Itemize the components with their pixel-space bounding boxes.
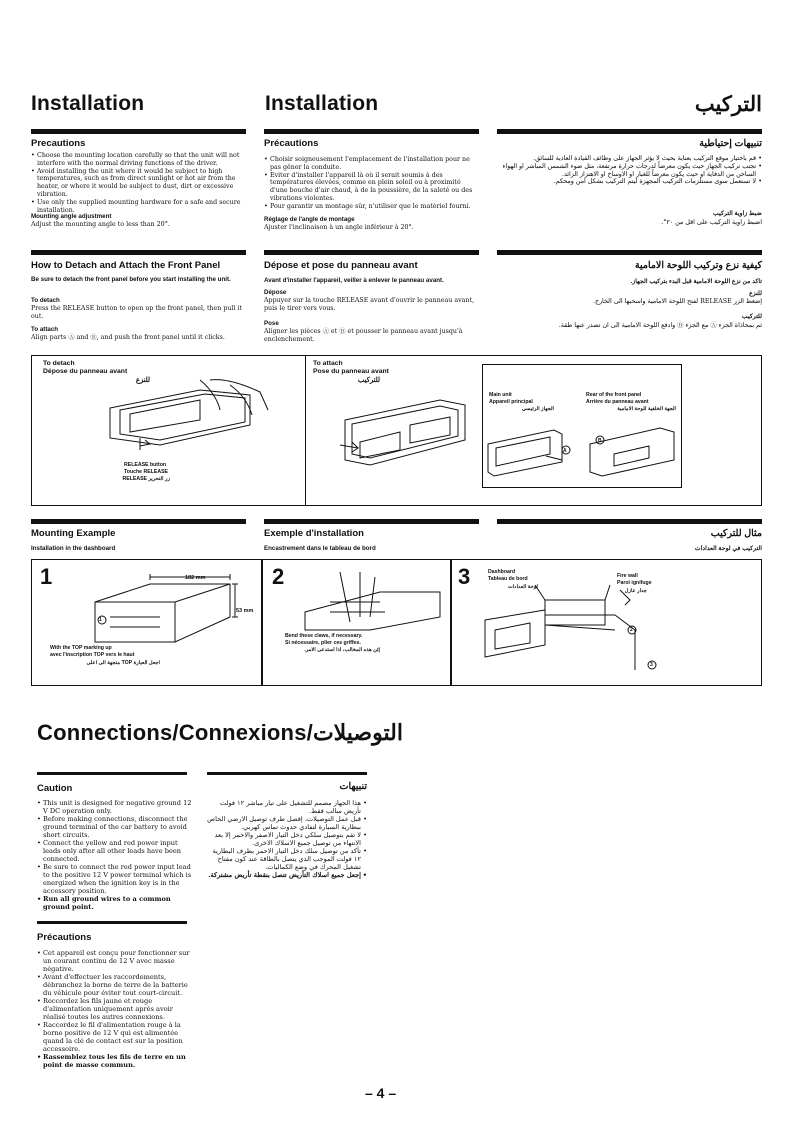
mounting-sub-en: Installation in the dashboard <box>31 545 116 552</box>
part-a-label: A <box>563 448 567 454</box>
main-unit-illustration <box>484 414 680 484</box>
step-3-number: 3 <box>458 564 471 589</box>
list-item: • لا تقم بتوصيل سلكي دخل التيار الاصفر والاحمر إلا بعد الانتهاء من توصيل جميع الاسلاك الاخرى. <box>207 831 367 847</box>
fig-to-detach-en: To detach <box>43 360 75 367</box>
release-button-fr: Touche RELEASE <box>124 469 169 475</box>
list-item: • Avant d'effectuer les raccordements, débranchez la borne de terre de la batterie du véhicule pour éviter tout court-circuit. <box>37 973 197 997</box>
list-item: • Be sure to connect the red power input lead to the positive 12 V power terminal which is energized when the ignition key is in the accessory position. <box>37 863 195 895</box>
detach-heading-ar: كيفية نزع وتركيب اللوحة الامامية <box>634 260 762 271</box>
list-item: • Cet appareil est conçu pour fonctionner sur un courant continu de 12 V avec masse négative. <box>37 949 197 973</box>
dashboard-illustration <box>475 585 675 680</box>
ar-caution-list <box>207 799 367 879</box>
section-bar <box>31 519 246 524</box>
list-item: • Before making connections, disconnect the ground terminal of the car battery to avoid short circuits. <box>37 815 195 839</box>
fr-precautions-list <box>37 949 197 1069</box>
to-attach-text-en: Align parts Ⓐ and Ⓑ, and push the front panel until it clicks. <box>31 334 225 341</box>
angle-text-en: Adjust the mounting angle to less than 20°. <box>31 221 170 228</box>
part-b-label: B <box>598 438 602 444</box>
mounting-heading-fr: Exemple d'installation <box>264 528 364 539</box>
list-item: • Eviter d'installer l'appareil là où il serait soumis à des températures élevées, comme en plein soleil ou à proximité d'une bouche d'air chaud, à de la poussière, de la saleté ou des vibrations violentes. <box>264 172 479 203</box>
figure-divider <box>305 356 306 505</box>
fig-to-detach-ar: للنزع <box>135 377 150 384</box>
list-item: • هذا الجهاز مصمم للتشغيل على تيار مباشر ١٢ فولت تأريض سالب فقط. <box>207 799 367 815</box>
list-item: • إجعل جميع اسلاك التأريض تتصل بنقطة تأريض مشتركة. <box>207 871 367 879</box>
callout-1: 1 <box>99 617 102 623</box>
section-bar <box>31 129 246 134</box>
rear-panel-fr: Arrière du panneau avant <box>586 399 649 405</box>
angle-text-ar: اضبط زاوية التركيب على اقل من ٢٠°. <box>661 219 762 226</box>
list-item: • Rassemblez tous les fils de terre en un point de masse commun. <box>37 1053 197 1069</box>
list-item: • لا تستعمل سوى مستلزمات التركيب المجهزة ليتم التركيب بشكل امن ومحكم. <box>497 178 762 186</box>
callout-2: 2 <box>630 627 633 633</box>
to-detach-label-en: To detach <box>31 297 60 304</box>
list-item: • قبل عمل التوصيلات، إفصل طرف توصيل الارضي الخاص ببطارية السيارة لتفادي حدوث تماس كهربي. <box>207 815 367 831</box>
detach-illustration <box>100 380 270 460</box>
ar-caution-heading: تنبيهات <box>339 781 367 792</box>
to-attach-text-ar: ثم بمحاذاة الجزء Ⓐ مع الجزء Ⓑ وادفع اللوحة الامامية الى ان تصدر عنها طقة. <box>558 322 762 329</box>
top-note-en: With the TOP marking up <box>50 645 112 651</box>
list-item: • Reccordez les fils jaune et rouge d'alimentation uniquement après avoir réalisé toutes les autres connexions. <box>37 997 197 1021</box>
list-item: • Connect the yellow and red power input leads only after all other leads have been connected. <box>37 839 195 863</box>
fig-to-detach-fr: Dépose du panneau avant <box>43 368 128 375</box>
list-item: • تجنب تركيب الجهاز حيث يكون معرضاً لدرجات حرارة مرتفعة، مثل ضوء الشمس المباشر او الهواء الساخن من الدفاية او حيث يكون معرضاً للغبار او الاوساخ او الاهتزاز الزائد. <box>497 163 762 179</box>
fire-wall-ar: جدار عازل <box>624 588 647 594</box>
mounting-sub-fr: Encastrement dans le tableau de bord <box>264 545 376 552</box>
precautions-list-ar <box>497 155 762 186</box>
claws-note-ar: إثن هذه المخالب، اذا استدعى الامر. <box>304 647 380 653</box>
list-item: • Raccordez le fil d'alimentation rouge à la borne positive de 12 V qui est alimentée quand la clé de contact est sur la position accessoire. <box>37 1021 197 1053</box>
list-item: • Pour garantir un montage sûr, n'utiliser que le matériel fourni. <box>264 203 479 211</box>
section-bar <box>264 519 479 524</box>
list-item: • Run all ground wires to a common ground point. <box>37 895 195 911</box>
precautions-heading-fr: Précautions <box>264 138 319 149</box>
fig-to-attach-ar: للتركيب <box>357 377 380 384</box>
angle-heading-fr: Réglage de l'angle de montage <box>264 216 355 223</box>
release-button-en: RELEASE button <box>124 462 167 468</box>
detach-heading-fr: Dépose et pose du panneau avant <box>264 260 418 271</box>
claws-illustration <box>300 572 445 632</box>
step-2-number: 2 <box>272 564 285 589</box>
main-unit-ar: الجهاز الرئيسي <box>521 406 554 412</box>
list-item: • Choose the mounting location carefully so that the unit will not interfere with the normal driving functions of the driver. <box>31 152 246 168</box>
precautions-heading-en: Precautions <box>31 138 86 149</box>
main-unit-en: Main unit <box>489 392 512 398</box>
fire-wall-fr: Paroi ignifuge <box>617 580 652 586</box>
main-unit-fr: Appareil principal <box>489 399 533 405</box>
rear-panel-en: Rear of the front panel <box>586 392 642 398</box>
caution-list <box>37 799 195 911</box>
release-button-ar: زر التحرير RELEASE <box>122 476 170 482</box>
list-item: • Choisir soigneusement l'emplacement de l'installation pour ne pas gêner la conduite. <box>264 156 479 172</box>
section-bar <box>497 250 762 255</box>
section-bar <box>264 250 479 255</box>
fire-wall-en: Fire wall <box>617 573 638 579</box>
angle-heading-ar: ضبط زاوية التركيب <box>713 210 762 217</box>
detach-warning-fr: Avant d'installer l'appareil, veiller à enlever le panneau avant. <box>264 277 444 284</box>
pose-label-fr: Pose <box>264 320 279 327</box>
installation-title-en: Installation <box>31 92 145 115</box>
section-bar <box>497 519 762 524</box>
list-item: • قم باختيار موقع التركيب بعناية بحيث لا يؤثر الجهاز على وظائف القيادة العادية للسائق. <box>497 155 762 163</box>
detach-warning-en: Be sure to detach the front panel before you start installing the unit. <box>31 276 231 283</box>
list-item: • Use only the supplied mounting hardware for a safe and secure installation. <box>31 199 246 215</box>
mounting-heading-ar: مثال للتركيب <box>710 528 762 539</box>
depose-text-fr: Appuyer sur la touche RELEASE avant d'ouvrir le panneau avant, puis le tirer vers vous. <box>264 297 474 312</box>
angle-heading-en: Mounting angle adjustment <box>31 213 112 220</box>
installation-title-fr: Installation <box>265 92 379 115</box>
angle-text-fr: Ajuster l'inclinaison à un angle inférieur à 20°. <box>264 224 414 231</box>
installation-title-ar: التركيب <box>694 93 762 116</box>
rear-panel-ar: الجهة الخلفية للوحة الامامية <box>617 406 676 412</box>
dimension-width: 182 mm <box>185 575 206 581</box>
page-number: – 4 – <box>365 1085 397 1101</box>
callout-3: 3 <box>650 662 653 668</box>
section-bar <box>31 250 246 255</box>
to-detach-text-en: Press the RELEASE button to open up the front panel, then pull it out. <box>31 305 242 320</box>
fig-to-attach-fr: Pose du panneau avant <box>313 368 389 375</box>
section-bar <box>37 772 187 775</box>
claws-note-fr: Si nécessaire, plier ces griffes. <box>285 640 361 646</box>
precautions-list-fr <box>264 156 479 211</box>
detach-heading-en: How to Detach and Attach the Front Panel <box>31 260 221 271</box>
dashboard-en: Dashboard <box>488 569 516 575</box>
mounting-heading-en: Mounting Example <box>31 528 116 539</box>
fig-to-attach-en: To attach <box>313 360 343 367</box>
section-bar <box>37 921 187 924</box>
list-item: • تأكد من توصيل سلك دخل التيار الاحمر بطرف البطارية ١٢ فولت الموجب الذي يتصل بالطاقة عند كون مفتاح تشغيل المحرك في وضع الكماليات. <box>207 847 367 871</box>
precautions-list-en <box>31 152 246 214</box>
detach-warning-ar: تاكد من نزع اللوحة الامامية قبل البدء بتركيب الجهاز. <box>630 278 762 285</box>
dimension-height: 53 mm <box>236 608 254 614</box>
list-item: • This unit is designed for negative ground 12 V DC operation only. <box>37 799 195 815</box>
to-detach-label-ar: للنزع <box>749 290 762 297</box>
list-item: • Avoid installing the unit where it would be subject to high temperatures, such as from direct sunlight or hot air from the heater, or where it would be subject to dust, dirt or excessive vibration. <box>31 168 246 199</box>
to-attach-label-en: To attach <box>31 326 59 333</box>
step-1-number: 1 <box>40 564 53 589</box>
sleeve-illustration <box>90 572 250 657</box>
caution-heading: Caution <box>37 783 73 794</box>
section-bar <box>497 129 762 134</box>
to-detach-text-ar: إضغط الزر RELEASE لفتح اللوحة الامامية واسحبها الى الخارج. <box>592 298 762 305</box>
section-bar <box>207 772 367 775</box>
section-bar <box>264 129 479 134</box>
to-attach-label-ar: للتركيب <box>741 313 762 320</box>
claws-note-en: Bend these claws, if necessary. <box>285 633 363 639</box>
dashboard-fr: Tableau de bord <box>488 576 528 582</box>
connections-title: Connections/Connexions/التوصيلات <box>37 720 403 745</box>
top-note-ar: اجعل العبارة TOP متجهة الى اعلى <box>86 660 160 666</box>
mounting-sub-ar: التركيب في لوحة العدادات <box>694 545 762 552</box>
top-note-fr: avec l'inscription TOP vers le haut <box>50 652 135 658</box>
fr-precautions-heading: Précautions <box>37 932 92 943</box>
depose-label-fr: Dépose <box>264 289 287 296</box>
dashboard-ar: لوحة العدادات <box>507 584 538 590</box>
pose-text-fr: Aligner les pièces Ⓐ et Ⓑ et pousser le panneau avant jusqu'à enclenchement. <box>264 328 463 343</box>
attach-illustration <box>340 380 470 480</box>
precautions-heading-ar: تنبيهات إحتياطية <box>699 138 762 149</box>
